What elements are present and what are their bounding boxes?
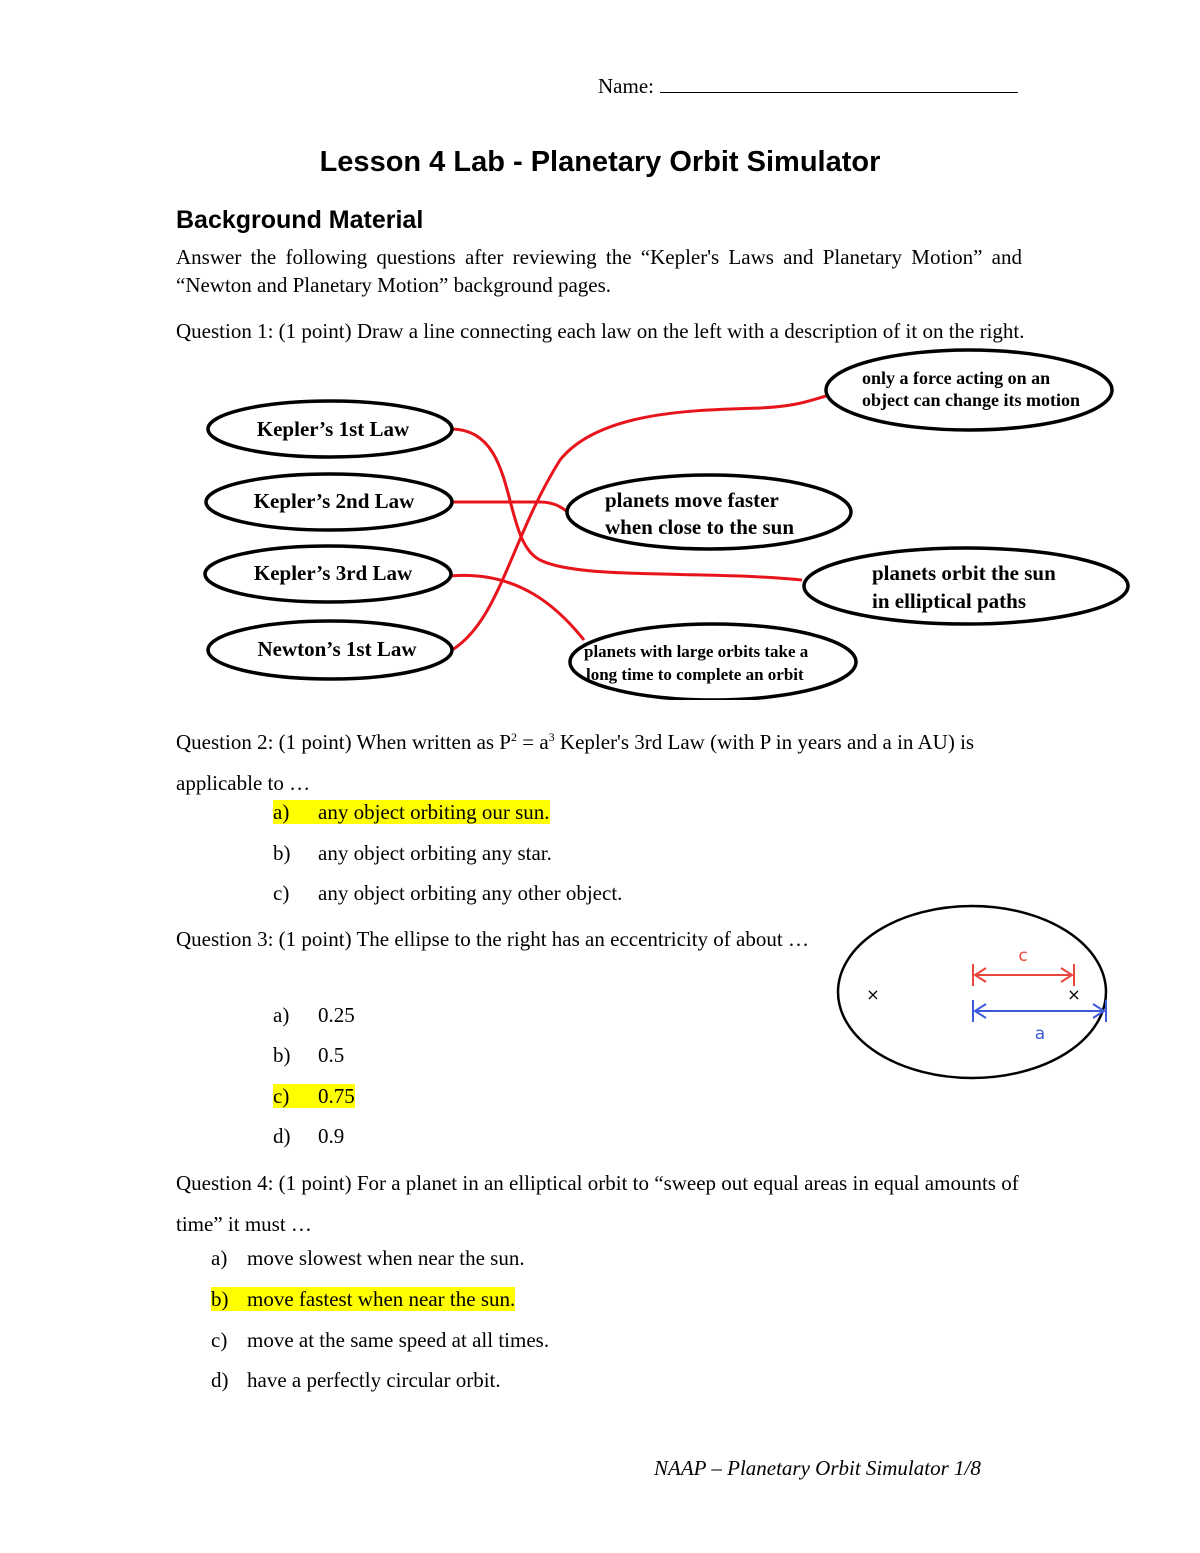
a-dimension-arrow [973,1000,1106,1022]
svg-text:only a force acting on an: only a force acting on an [862,368,1051,388]
page-title: Lesson 4 Lab - Planetary Orbit Simulator [319,146,881,178]
matching-diagram [0,340,1200,700]
q3-option-b[interactable]: b) 0.5 [273,1043,345,1067]
desc-oval-large-orbits [570,624,856,700]
name-field[interactable] [598,74,1018,99]
q3-option-a[interactable]: a) 0.25 [273,1003,355,1027]
line-kepler2-to-faster [452,502,568,512]
svg-text:in elliptical paths: in elliptical paths [872,589,1027,613]
svg-text:when close to the sun: when close to the sun [605,515,795,539]
name-label: Name: [598,74,654,98]
question-3-text: Question 3: (1 point) The ellipse to the right has an eccentricity of about … [176,927,809,951]
q3-option-c[interactable]: c) 0.75 [273,1084,355,1108]
q2-option-a[interactable]: a) any object orbiting our sun. [273,800,550,824]
law-oval-kepler2 [206,474,452,530]
question-1-text: Question 1: (1 point) Draw a line connecting each law on the left with a description of it on the right. [176,319,1025,343]
c-dimension-arrow [973,964,1074,986]
question-2-text: Question 2: (1 point) When written as $P^2 = a^3$ Kepler's 3rd Law (with P in years and a in AU) is applicable to … [176,730,975,795]
q2-option-c[interactable]: c) any object orbiting any other object. [273,881,623,905]
question-4-text: Question 4: (1 point) For a planet in an elliptical orbit to “sweep out equal areas in equal amounts of time” it must … [176,1171,1019,1236]
law-oval-kepler1 [208,401,452,457]
svg-text:long time to complete an orbit: long time to complete an orbit [586,665,804,684]
right-focus-mark: × [1067,985,1081,1004]
svg-text:object can change its motion: object can change its motion [862,390,1080,410]
q3-option-d[interactable]: d) 0.9 [273,1124,345,1148]
desc-oval-force [826,350,1112,430]
a-label: a [1034,1024,1046,1044]
svg-text:planets with large orbits take: planets with large orbits take a [584,642,809,661]
q4-option-b[interactable]: b) move fastest when near the sun. [211,1287,516,1311]
page-footer: NAAP – Planetary Orbit Simulator 1/8 [654,1456,981,1480]
svg-text:planets move faster: planets move faster [605,488,779,512]
ellipse-figure [836,904,1112,1084]
intro-paragraph: Answer the following questions after reviewing the “Kepler's Laws and Planetary Motion” and “Newton and Planetary Motion” background pages. [176,245,1022,297]
c-label: c [1018,946,1028,966]
desc-oval-faster [567,475,851,549]
law-label-kepler3: Kepler’s 3rd Law [253,561,413,585]
name-blank-line[interactable] [660,74,1018,93]
section-heading: Background Material [176,206,424,234]
line-kepler3-to-large [450,575,584,640]
q4-option-c[interactable]: c) move at the same speed at all times. [211,1328,550,1352]
law-label-kepler1: Kepler’s 1st Law [256,417,410,441]
svg-text:planets orbit the sun: planets orbit the sun [872,561,1056,585]
desc-oval-elliptical [804,548,1128,624]
left-focus-mark: × [866,985,880,1004]
law-label-kepler2: Kepler’s 2nd Law [253,489,415,513]
law-oval-kepler3 [205,546,451,602]
q4-option-a[interactable]: a) move slowest when near the sun. [211,1246,525,1270]
law-oval-newton1 [208,621,452,679]
q4-option-d[interactable]: d) have a perfectly circular orbit. [211,1368,501,1392]
q2-option-b[interactable]: b) any object orbiting any star. [273,841,552,865]
law-label-newton1: Newton’s 1st Law [257,637,417,661]
